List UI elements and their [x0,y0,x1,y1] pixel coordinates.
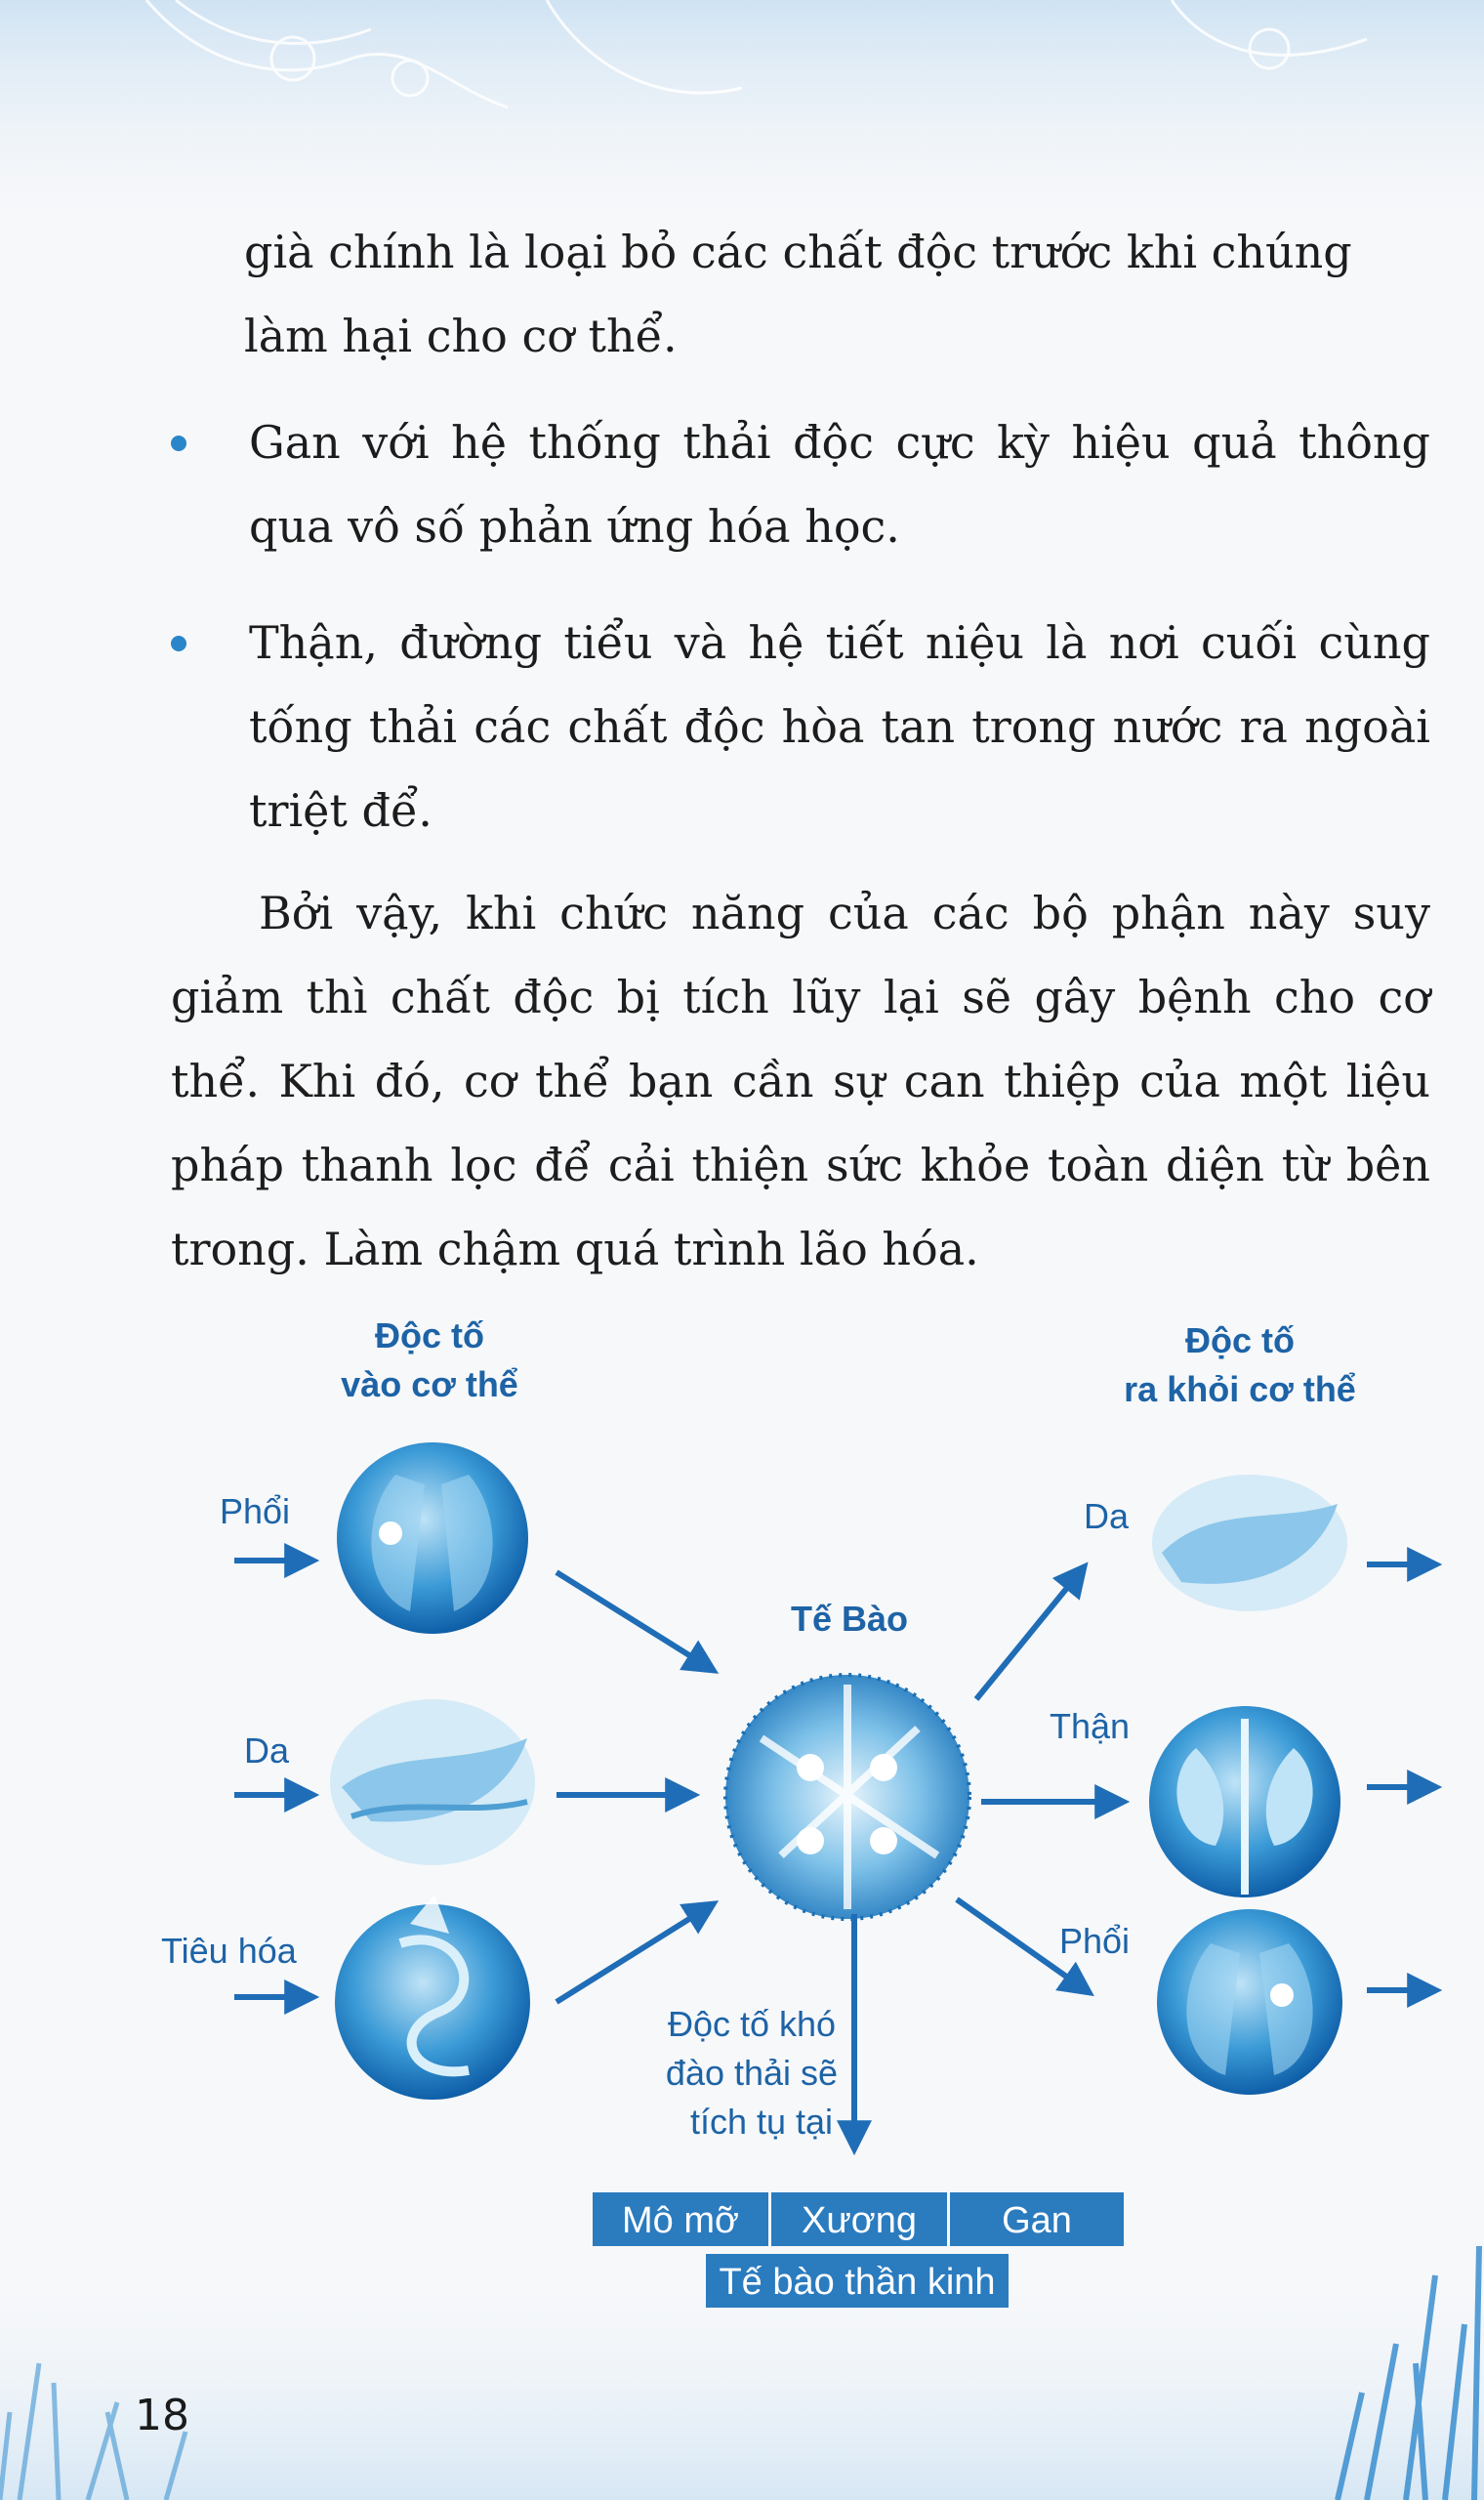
retained-label-line2: đào thải sẽ [665,2053,839,2093]
skin-hands-image [330,1699,535,1865]
main-paragraph: Bởi vậy, khi chức năng của các bộ phận này suy giảm thì chất độc bị tích lũy lại sẽ gây bệnh cho cơ thể. Khi đó, cơ thể bạn cần sự can thiệp của một liệu pháp thanh lọc để cải thiện sức khỏe toàn diện từ bên trong. Làm chậm quá trình lão hóa. [171,887,1430,1275]
skin-out-image [1152,1475,1347,1611]
in-heading-line2: vào cơ thể [341,1364,518,1404]
out-heading-line2: ra khỏi cơ thể [1124,1369,1356,1409]
intro-paragraph: già chính là loại bỏ các chất độc trước khi chúng làm hại cho cơ thể. [244,226,1352,362]
detox-diagram [0,1309,1484,2334]
input-label-skin: Da [244,1730,290,1771]
bullet-item-kidney [171,601,1430,853]
retained-label-line3: tích tụ tại [689,2102,834,2142]
input-label-lungs: Phổi [220,1491,291,1531]
output-label-lungs: Phổi [1059,1921,1131,1961]
out-heading-line1: Độc tố [1185,1320,1295,1360]
digestion-image [335,1895,530,2100]
bullet-dot-icon [171,636,186,651]
cell-image [725,1675,969,1919]
box-nerve-cells: Tế bào thần kinh [719,2262,996,2303]
bullet-item-liver [171,400,1430,568]
input-label-digestion: Tiêu hóa [161,1931,297,1971]
bullet-text: Thận, đường tiểu và hệ tiết niệu là nơi cuối cùng tống thải các chất độc hòa tan trong nước ra ngoài triệt để. [249,616,1430,837]
in-heading-line1: Độc tố [375,1315,484,1355]
retained-label-line1: Độc tố khó [667,2004,837,2044]
kidney-image [1149,1706,1340,1897]
cell-label: Tế Bào [790,1599,909,1639]
box-liver: Gan [1002,2200,1072,2241]
lungs-out-image [1157,1909,1342,2095]
page-number: 18 [135,2391,189,2440]
box-fat: Mô mỡ [622,2200,739,2241]
bullet-text: Gan với hệ thống thải độc cực kỳ hiệu quả thông qua vô số phản ứng hóa học. [249,416,1430,553]
output-label-skin: Da [1084,1496,1130,1536]
box-bone: Xương [802,2200,917,2241]
bullet-dot-icon [171,436,186,451]
arrow-digestion-to-cell [556,1904,713,2002]
arrow-lungs-to-cell [556,1572,713,1670]
lungs-image [337,1442,528,1634]
arrow-cell-to-skin [976,1567,1084,1699]
output-label-kidney: Thận [1050,1706,1131,1746]
